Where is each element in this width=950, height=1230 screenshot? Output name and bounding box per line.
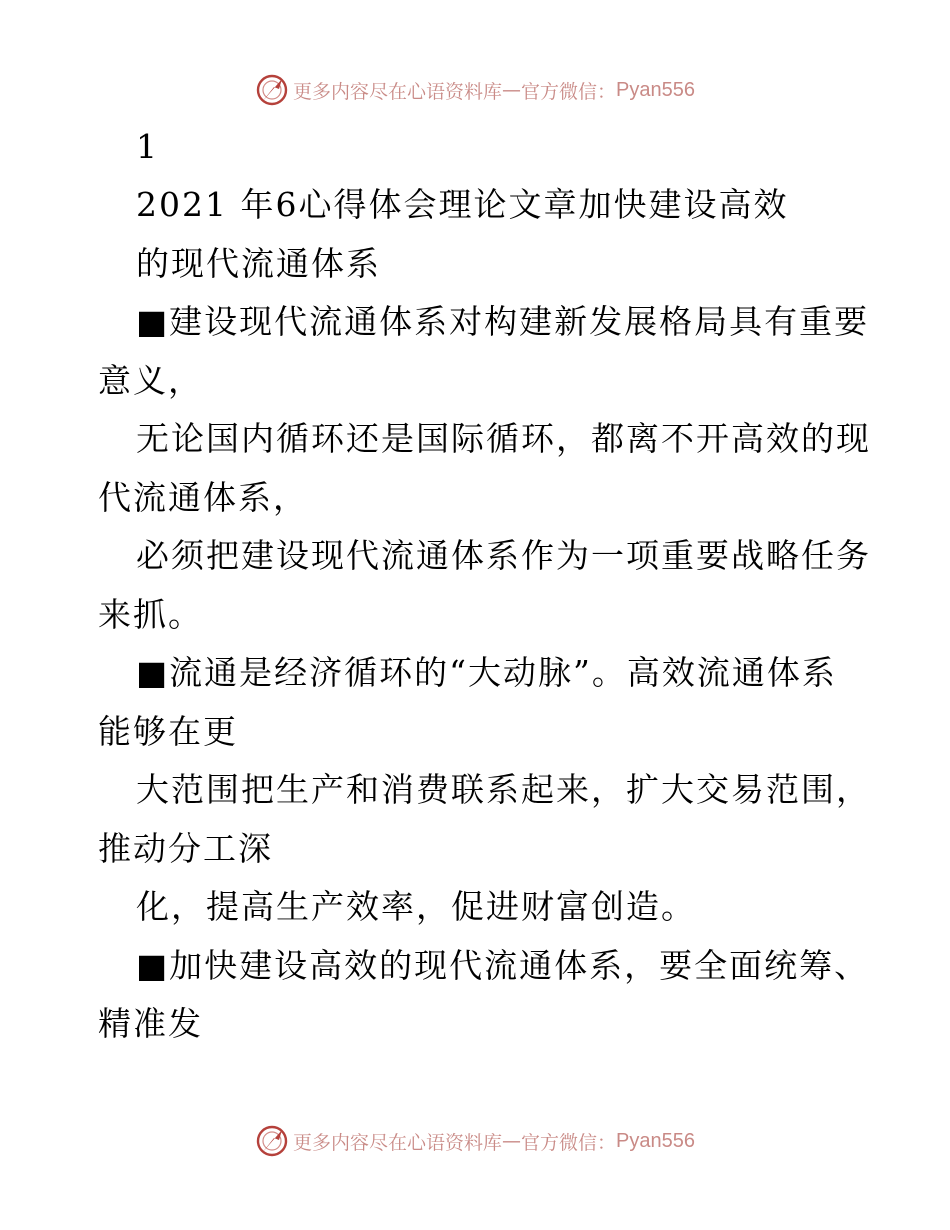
document-title-line-2: 的现代流通体系 <box>136 244 381 283</box>
watermark-site-text: 更多内容尽在心语资料库 <box>293 1131 503 1154</box>
page-number: 1 <box>136 127 159 166</box>
paragraph-line: 精准发 <box>98 1004 203 1043</box>
watermark-wechat-id: Pyan556 <box>616 78 695 101</box>
watermark-wechat-label: 官方微信： <box>521 80 617 103</box>
paragraph-line: ■流通是经济循环的“大动脉”。高效流通体系 <box>136 653 837 692</box>
paragraph-line: 意义， <box>98 361 203 400</box>
watermark-separator: — <box>502 1130 522 1152</box>
document-title-line-1: 2021 年6心得体会理论文章加快建设高效 <box>136 185 789 224</box>
paragraph-line: 化，提高生产效率，促进财富创造。 <box>136 887 696 926</box>
paragraph-line: 大范围把生产和消费联系起来，扩大交易范围， <box>136 770 871 809</box>
watermark-wechat-id: Pyan556 <box>616 1129 695 1152</box>
paragraph-line: ■加快建设高效的现代流通体系，要全面统筹、 <box>136 946 870 985</box>
paragraph-line: ■建设现代流通体系对构建新发展格局具有重要 <box>136 302 870 341</box>
watermark-wechat-label: 官方微信： <box>521 1131 617 1154</box>
paragraph-line: 来抓。 <box>98 595 203 634</box>
quill-logo-icon <box>255 1124 289 1158</box>
paragraph-line: 无论国内循环还是国际循环，都离不开高效的现 <box>136 419 871 458</box>
watermark-separator: — <box>502 79 522 101</box>
paragraph-line: 推动分工深 <box>98 829 273 868</box>
footer-watermark <box>0 1121 950 1161</box>
paragraph-line: 必须把建设现代流通体系作为一项重要战略任务 <box>136 536 871 575</box>
paragraph-line: 能够在更 <box>98 712 238 751</box>
paragraph-line: 代流通体系， <box>98 478 308 517</box>
watermark-site-text: 更多内容尽在心语资料库 <box>293 80 503 103</box>
